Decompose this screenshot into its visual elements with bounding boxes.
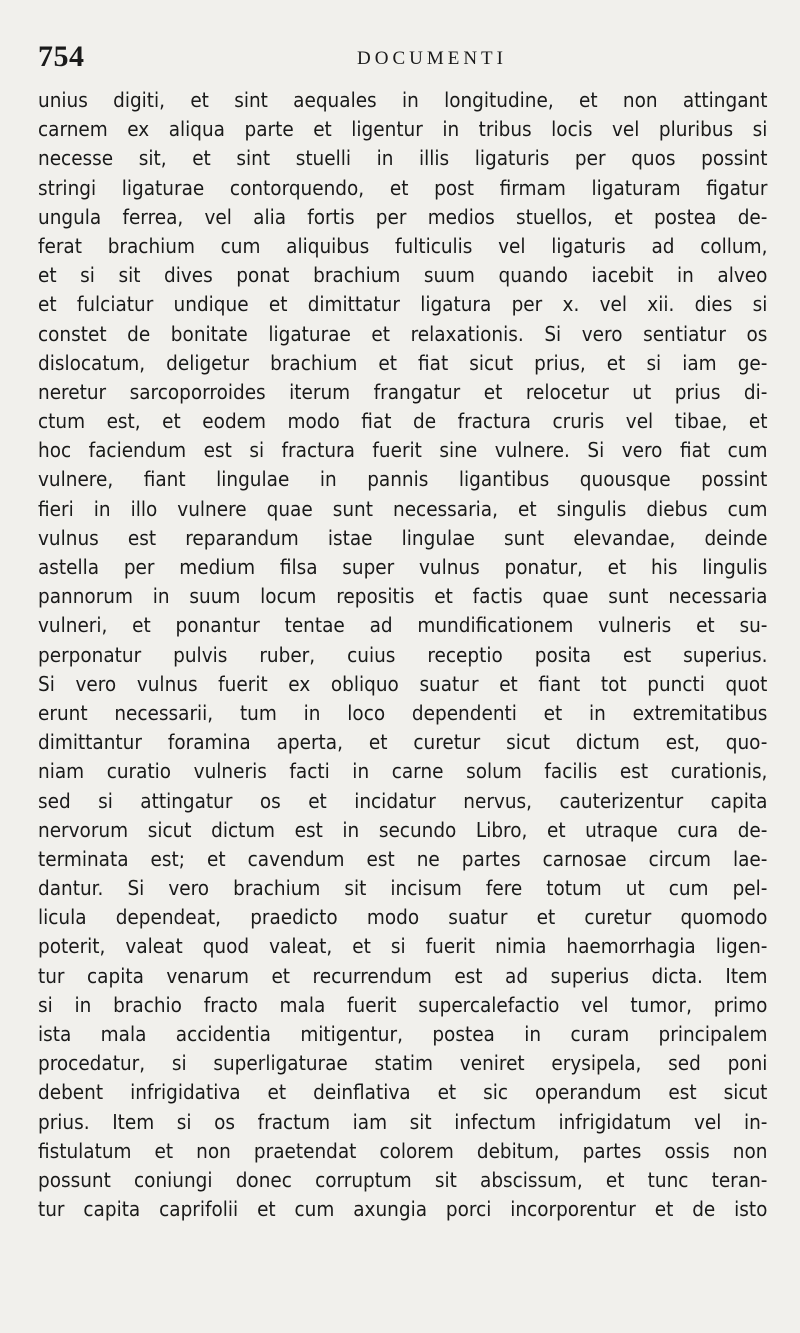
text-line: constet de bonitate ligaturae et relaxationis. Si vero sentiatur os (38, 321, 768, 346)
text-line: vulnere, fiant lingulae in pannis ligantibus quousque possint (38, 467, 768, 492)
text-line: erunt necessarii, tum in loco dependenti et in extremitatibus (38, 700, 768, 725)
running-title: DOCUMENTI (357, 48, 507, 69)
text-line: terminata est; et cavendum est ne partes carnosae circum lae- (38, 846, 768, 871)
text-line: niam curatio vulneris facti in carne solum facilis est curationis, (38, 759, 768, 784)
text-line: hoc faciendum est si fractura fuerit sine vulnere. Si vero fiat cum (38, 438, 768, 463)
page-number: 754 (38, 40, 85, 73)
text-line: ungula ferrea, vel alia fortis per medios stuellos, et postea de- (38, 204, 768, 229)
text-line: vulneri, et ponantur tentae ad mundificationem vulneris et su- (38, 613, 768, 638)
text-line: tur capita venarum et recurrendum est ad superius dicta. Item (38, 963, 768, 988)
text-line: si in brachio fracto mala fuerit supercalefactio vel tumor, primo (38, 992, 768, 1017)
text-line: unius digiti, et sint aequales in longitudine, et non attingant (38, 88, 768, 112)
text-line: astella per medium filsa super vulnus ponatur, et his lingulis (38, 555, 768, 579)
text-line: ista mala accidentia mitigentur, postea in curam principalem (38, 1022, 768, 1046)
text-line: licula dependeat, praedicto modo suatur et curetur quomodo (38, 905, 768, 930)
text-line: dantur. Si vero brachium sit incisum fere totum ut cum pel- (38, 876, 768, 901)
running-head (38, 36, 766, 86)
text-line: debent infrigidativa et deinflativa et sic operandum est sicut (38, 1080, 768, 1105)
text-line: necesse sit, et sint stuelli in illis ligaturis per quos possint (38, 146, 768, 171)
text-line: tur capita caprifolii et cum axungia porci incorporentur et de isto (38, 1197, 768, 1222)
text-line: sed si attingatur os et incidatur nervus, cauterizentur capita (38, 788, 768, 813)
text-line: et fulciatur undique et dimittatur ligatura per x. vel xii. dies si (38, 292, 768, 317)
text-line: carnem ex aliqua parte et ligentur in tribus locis vel pluribus si (38, 117, 768, 142)
text-line: vulnus est reparandum istae lingulae sunt elevandae, deinde (38, 525, 768, 550)
text-line: ferat brachium cum aliquibus fulticulis vel ligaturis ad collum, (38, 233, 768, 258)
text-line: dimittantur foramina aperta, et curetur sicut dictum est, quo- (38, 730, 768, 755)
text-line: pannorum in suum locum repositis et factis quae sunt necessaria (38, 584, 768, 609)
text-line: stringi ligaturae contorquendo, et post firmam ligaturam figatur (38, 175, 768, 200)
text-line: possunt coniungi donec corruptum sit abscissum, et tunc teran- (38, 1167, 768, 1192)
text-line: prius. Item si os fractum iam sit infectum infrigidatum vel in- (38, 1109, 768, 1134)
text-line: et si sit dives ponat brachium suum quando iacebit in alveo (38, 263, 768, 288)
text-line: procedatur, si superligaturae statim veniret erysipela, sed poni (38, 1051, 768, 1076)
text-line: ctum est, et eodem modo fiat de fractura cruris vel tibae, et (38, 409, 768, 434)
text-line: fistulatum et non praetendat colorem debitum, partes ossis non (38, 1138, 768, 1163)
text-line: fieri in illo vulnere quae sunt necessaria, et singulis diebus cum (38, 496, 768, 521)
text-line: nervorum sicut dictum est in secundo Libro, et utraque cura de- (38, 817, 768, 842)
text-line: neretur sarcoporroides iterum frangatur et relocetur ut prius di- (38, 379, 768, 404)
text-line: poterit, valeat quod valeat, et si fuerit nimia haemorrhagia ligen- (38, 934, 768, 959)
text-line: dislocatum, deligetur brachium et fiat sicut prius, et si iam ge- (38, 350, 768, 375)
text-line: Si vero vulnus fuerit ex obliquo suatur et fiant tot puncti quot (38, 671, 768, 696)
text-line: perponatur pulvis ruber, cuius receptio posita est superius. (38, 642, 768, 667)
body-text (38, 86, 767, 1224)
